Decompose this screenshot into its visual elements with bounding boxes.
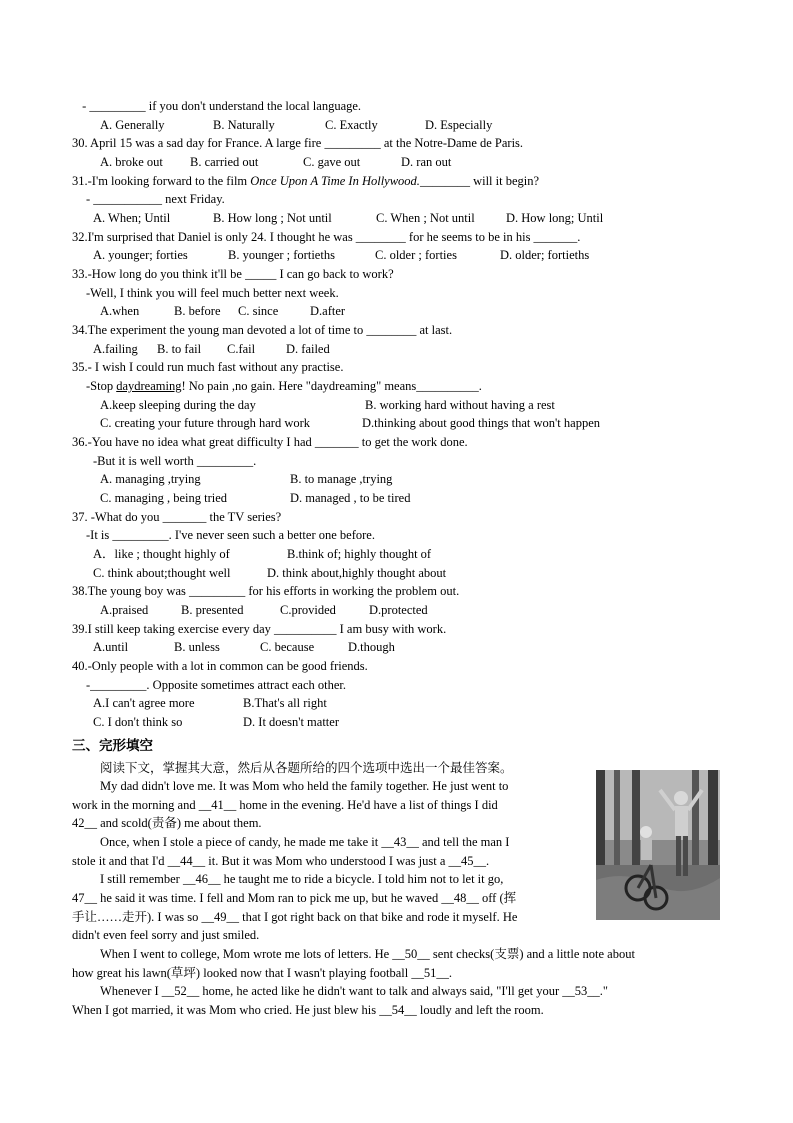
q29-option-b: B. Naturally — [213, 118, 275, 132]
q38-stem: 38.The young boy was _________ for his efforts in working the problem out. — [72, 584, 460, 598]
cloze-p3-line1: I still remember __46__ he taught me to ride a bicycle. I told him not to let it go, — [100, 872, 504, 886]
q30-option-c: C. gave out — [303, 155, 361, 169]
daydreaming-underlined: daydreaming — [116, 379, 182, 393]
cloze-p3-line4: didn't even feel sorry and just smiled. — [72, 928, 260, 942]
q33-reply: -Well, I think you will feel much better next week. — [86, 286, 339, 300]
q39-option-a: A.until — [93, 640, 129, 654]
q38-option-d: D.protected — [369, 603, 428, 617]
q30-option-a: A. broke out — [100, 155, 163, 169]
section-heading-cloze: 三、完形填空 — [72, 738, 153, 754]
q39-option-b: B. unless — [174, 640, 220, 654]
q37-option-a: A．like ; thought highly of — [93, 547, 230, 561]
q39-option-c: C. because — [260, 640, 315, 654]
cloze-p3-line2: 47__ he said it was time. I fell and Mom ran to pick me up, but he waved __48__ off (挥 — [72, 891, 517, 905]
cloze-p2-line1: Once, when I stole a piece of candy, he made me take it __43__ and tell the man I — [100, 835, 510, 849]
q38-option-b: B. presented — [181, 603, 244, 617]
q31-option-d: D. How long; Until — [506, 211, 604, 225]
q31-option-c: C. When ; Not until — [376, 211, 475, 225]
q33-option-d: D.after — [310, 304, 346, 318]
cloze-p1-line2: work in the morning and __41__ home in the evening. He'd have a list of things I did — [72, 798, 498, 812]
q34-option-b: B. to fail — [157, 342, 202, 356]
q32-stem: 32.I'm surprised that Daniel is only 24. I thought he was ________ for he seems to be in his _______. — [72, 230, 581, 244]
q31-answer-line: - ___________ next Friday. — [86, 192, 225, 206]
q34-option-d: D. failed — [286, 342, 330, 356]
q36-option-c: C. managing , being tried — [100, 491, 228, 505]
q34-option-c: C.fail — [227, 342, 256, 356]
q32-option-a: A. younger; forties — [93, 248, 188, 262]
q33-stem: 33.-How long do you think it'll be _____ I can go back to work? — [72, 267, 394, 281]
q40-option-c: C. I don't think so — [93, 715, 183, 729]
q33-option-a: A.when — [100, 304, 140, 318]
q39-stem: 39.I still keep taking exercise every day __________ I am busy with work. — [72, 622, 447, 636]
q29-option-d: D. Especially — [425, 118, 493, 132]
q31-stem: 31.-I'm looking forward to the film Once Upon A Time In Hollywood.________ will it begin? — [72, 174, 540, 188]
q29-line: - _________ if you don't understand the local language. — [79, 99, 362, 113]
q38-option-a: A.praised — [100, 603, 149, 617]
q35-option-a: A.keep sleeping during the day — [100, 398, 256, 412]
cloze-p4-line1: When I went to college, Mom wrote me lots of letters. He __50__ sent checks(支票) and a little note about — [100, 947, 635, 961]
q31-option-a: A. When; Until — [93, 211, 171, 225]
cloze-p2-line2: stole it and that I'd __44__ it. But it was Mom who understood I was just a __45__. — [72, 854, 490, 868]
q37-reply: -It is _________. I've never seen such a better one before. — [86, 528, 375, 542]
q36-reply: -But it is well worth _________. — [93, 454, 257, 468]
q35-stem: 35.- I wish I could run much fast without any practise. — [72, 360, 344, 374]
q36-option-d: D. managed , to be tired — [290, 491, 411, 505]
q37-option-b: B.think of; highly thought of — [287, 547, 432, 561]
q40-option-b: B.That's all right — [243, 696, 327, 710]
q35-option-d: D.thinking about good things that won't happen — [362, 416, 600, 430]
q34-stem: 34.The experiment the young man devoted a lot of time to ________ at last. — [72, 323, 453, 337]
q29-option-c: C. Exactly — [325, 118, 378, 132]
q36-stem: 36.-You have no idea what great difficulty I had _______ to get the work done. — [72, 435, 468, 449]
cloze-p5-line2: When I got married, it was Mom who cried. He just blew his __54__ loudly and left the room. — [72, 1003, 544, 1017]
cloze-p3-line3: 手让……走开). I was so __49__ that I got right back on that bike and rode it myself. He — [72, 910, 518, 924]
q32-option-d: D. older; fortieths — [500, 248, 590, 262]
q36-option-a: A. managing ,trying — [100, 472, 201, 486]
cloze-p1-line1: My dad didn't love me. It was Mom who held the family together. He just went to — [100, 779, 509, 793]
q38-option-c: C.provided — [280, 603, 336, 617]
q35-reply: -Stop daydreaming! No pain ,no gain. Here "daydreaming" means__________. — [86, 379, 482, 393]
q40-option-d: D. It doesn't matter — [243, 715, 339, 729]
cloze-p1-line3: 42__ and scold(责备) me about them. — [72, 816, 262, 830]
film-title: Once Upon A Time In Hollywood. — [250, 174, 420, 188]
q37-option-c: C. think about;thought well — [93, 566, 231, 580]
q30-stem: 30. April 15 was a sad day for France. A large fire _________ at the Notre-Dame de Paris. — [72, 136, 524, 150]
q35-option-b: B. working hard without having a rest — [365, 398, 555, 412]
q29-option-a: A. Generally — [100, 118, 165, 132]
q40-reply: -_________. Opposite sometimes attract each other. — [86, 678, 347, 692]
cloze-instruction: 阅读下文，掌握其大意，然后从各题所给的四个选项中选出一个最佳答案。 — [100, 760, 513, 775]
father-teaching-child-bicycle-photo — [596, 770, 720, 920]
q32-option-c: C. older ; forties — [375, 248, 457, 262]
q31-option-b: B. How long ; Not until — [213, 211, 332, 225]
q30-option-d: D. ran out — [401, 155, 452, 169]
q33-option-b: B. before — [174, 304, 221, 318]
q32-option-b: B. younger ; fortieths — [228, 248, 335, 262]
cloze-p4-line2: how great his lawn(草坪) looked now that I wasn't playing football __51__. — [72, 966, 452, 980]
q30-option-b: B. carried out — [190, 155, 259, 169]
cloze-p5-line1: Whenever I __52__ home, he acted like he didn't want to talk and always said, "I'll get your __53__." — [100, 984, 608, 998]
q34-option-a: A.failing — [93, 342, 138, 356]
q37-stem: 37. -What do you _______ the TV series? — [72, 510, 282, 524]
q40-stem: 40.-Only people with a lot in common can be good friends. — [72, 659, 368, 673]
q40-option-a: A.I can't agree more — [93, 696, 195, 710]
q33-option-c: C. since — [238, 304, 279, 318]
q39-option-d: D.though — [348, 640, 395, 654]
q37-option-d: D. think about,highly thought about — [267, 566, 447, 580]
q35-option-c: C. creating your future through hard work — [100, 416, 311, 430]
q36-option-b: B. to manage ,trying — [290, 472, 393, 486]
